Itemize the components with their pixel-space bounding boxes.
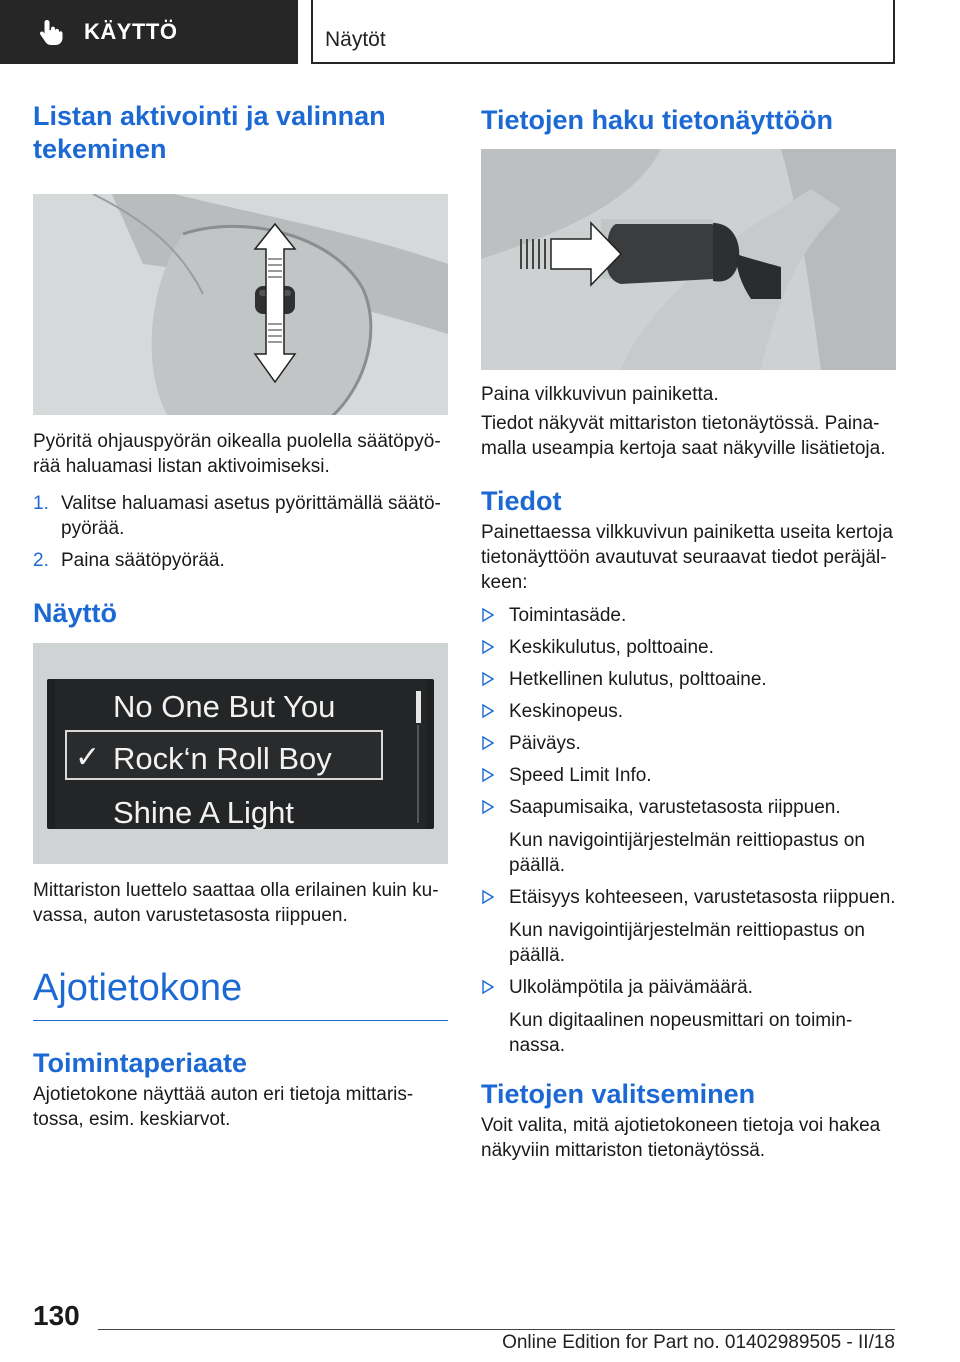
principle-text: Ajotietokone näyttää auton eri tietoja mittaristossa, esim. keskiarvot. [33, 1084, 414, 1130]
edition-text: Online Edition for Part no. 01402989505 - II/18 [502, 1332, 895, 1353]
triangle-bullet-icon [481, 735, 495, 751]
display-line-2: Rock‘n Roll Boy [113, 741, 332, 776]
step-number: 2. [33, 550, 49, 571]
chapter-title: Näytöt [325, 28, 386, 51]
section-title: KÄYTTÖ [84, 19, 178, 44]
shown-text: Tiedot näkyvät mittariston tietonäytössä. Painamalla useampia kertoja saat näkyville lisätietoja. [481, 413, 886, 459]
chapter-heading: Ajotietokone [33, 967, 243, 1009]
triangle-bullet-icon [481, 799, 495, 815]
heading-retrieve-info: Tietojen haku tietonäyttöön [481, 105, 834, 135]
info-list-item [481, 795, 896, 878]
steering-wheel-image [33, 194, 448, 415]
step-item [33, 491, 448, 541]
info-list-item [481, 603, 896, 628]
triangle-bullet-icon [481, 889, 495, 905]
heading-info: Tiedot [481, 486, 562, 516]
info-list-item [481, 667, 896, 692]
info-item-text: Keskikulutus, polttoaine. [509, 637, 714, 658]
display-line-1: No One But You [113, 689, 336, 724]
info-list-item [481, 975, 896, 1058]
triangle-bullet-icon [481, 767, 495, 783]
step-number: 1. [33, 493, 49, 514]
display-line-3: Shine A Light [113, 795, 294, 830]
intro-text: Pyöritä ohjauspyörän oikealla puolella säätöpyörää haluamasi listan aktivoimiseksi. [33, 431, 441, 477]
triangle-bullet-icon [481, 979, 495, 995]
display-image [33, 643, 448, 864]
info-list-item [481, 635, 896, 660]
info-item-text: Toimintasäde. [509, 605, 627, 626]
info-item-text: Ulkolämpötila ja päivämäärä. [509, 977, 753, 998]
heading-principle: Toimintaperiaate [33, 1048, 248, 1078]
info-item-note: Kun navigointijärjestelmän reittiopastus on päällä. [509, 830, 865, 876]
heading-display: Näyttö [33, 598, 118, 628]
info-item-text: Saapumisaika, varustetasosta riippuen. [509, 797, 841, 818]
info-list-item [481, 731, 896, 756]
triangle-bullet-icon [481, 639, 495, 655]
section-tab [0, 0, 298, 64]
heading-list-activation: Listan aktivointi ja valinnan tekeminen [33, 101, 386, 164]
footer-rule [98, 1329, 895, 1330]
turn-signal-lever-image [481, 149, 896, 370]
step-text: Paina säätöpyörää. [61, 550, 225, 571]
info-item-note: Kun digitaalinen nopeusmittari on toiminnassa. [509, 1010, 853, 1056]
press-text: Paina vilkkuvivun painiketta. [481, 384, 719, 405]
step-item [33, 548, 448, 573]
info-list-item [481, 699, 896, 724]
info-list-item [481, 885, 896, 968]
info-item-text: Etäisyys kohteeseen, varustetasosta riippuen. [509, 887, 896, 908]
right-column [481, 100, 896, 1163]
triangle-bullet-icon [481, 607, 495, 623]
info-list-item [481, 763, 896, 788]
info-item-text: Keskinopeus. [509, 701, 624, 722]
heading-select: Tietojen valitseminen [481, 1079, 756, 1109]
select-text: Voit valita, mitä ajotietokoneen tietoja voi hakea näkyviin mittariston tietonäytössä. [481, 1115, 881, 1161]
page-number: 130 [33, 1300, 80, 1331]
chapter-header [311, 0, 895, 64]
hand-pointer-icon [38, 18, 64, 46]
triangle-bullet-icon [481, 671, 495, 687]
triangle-bullet-icon [481, 703, 495, 719]
check-icon: ✓ [75, 740, 101, 775]
display-note: Mittariston luettelo saattaa olla erilainen kuin kuvassa, auton varustetasosta riippuen. [33, 880, 439, 926]
steps-list [33, 491, 448, 573]
info-item-text: Speed Limit Info. [509, 765, 652, 786]
info-list [481, 603, 896, 1058]
info-item-text: Hetkellinen kulutus, polttoaine. [509, 669, 767, 690]
info-item-text: Päiväys. [509, 733, 581, 754]
info-item-note: Kun navigointijärjestelmän reittiopastus on päällä. [509, 920, 865, 966]
step-text: Valitse haluamasi asetus pyörittämällä säätöpyörää. [61, 493, 441, 539]
chapter-rule [33, 1020, 448, 1021]
info-intro: Painettaessa vilkkuvivun painiketta useita kertoja tietonäyttöön avautuvat seuraavat tiedot peräjälkeen: [481, 522, 893, 593]
left-column [33, 100, 448, 1132]
